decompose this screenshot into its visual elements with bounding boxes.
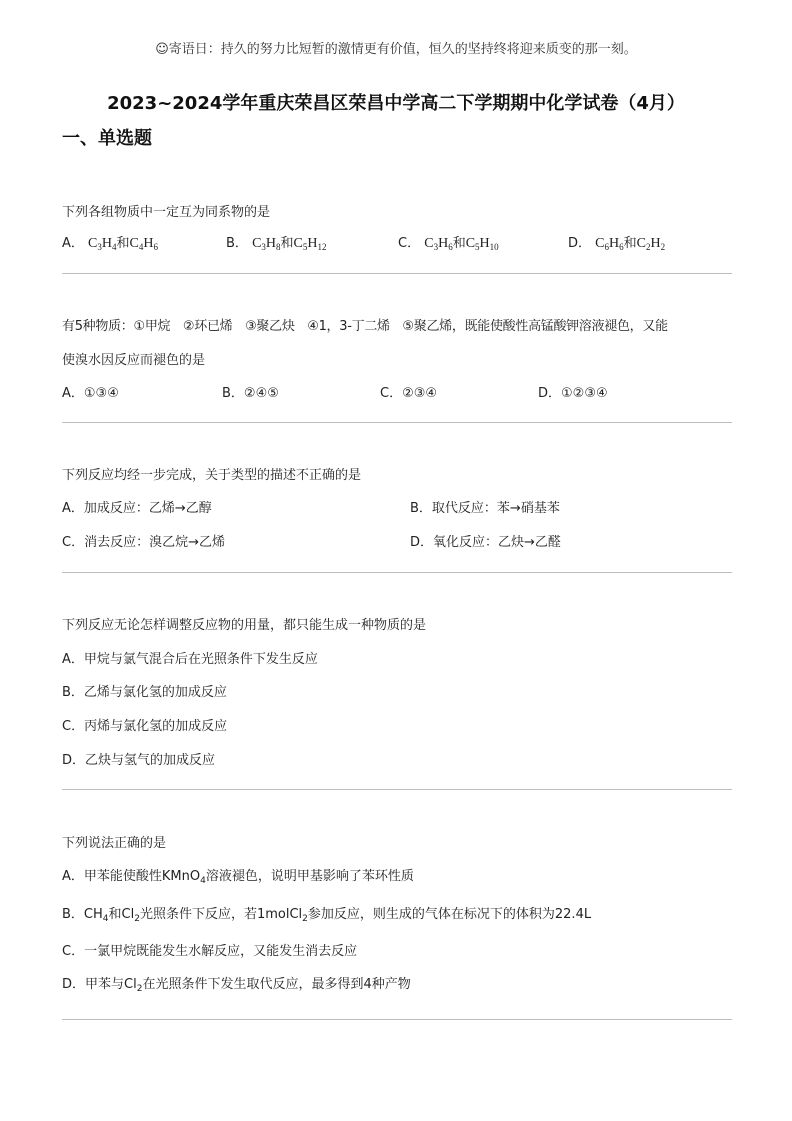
option-letter: D． <box>568 236 592 251</box>
question-divider <box>62 1019 732 1020</box>
question-3-stem: 下列反应均经一步完成，关于类型的描述不正确的是 <box>62 468 362 483</box>
option-letter: C． <box>398 236 421 251</box>
option-letter: C． <box>62 535 85 550</box>
question-5-stem: 下列说法正确的是 <box>62 836 167 851</box>
option-text: ①②③④ <box>561 386 608 401</box>
option-letter: C． <box>380 386 403 401</box>
question-divider <box>62 572 732 573</box>
question-divider <box>62 789 732 790</box>
question-2-stem <box>62 315 734 368</box>
option-text: 乙炔与氢气的加成反应 <box>85 753 216 768</box>
option-formula: $C_3H_6$ <box>424 236 453 252</box>
option-letter: B． <box>410 501 432 516</box>
question-3-option-d[interactable] <box>410 531 561 550</box>
question-2-option-b[interactable] <box>222 382 279 401</box>
option-text: 加成反应：乙烯→乙醇 <box>83 501 212 516</box>
option-text: 丙烯与氯化氢的加成反应 <box>84 719 228 734</box>
question-1-option-d[interactable]: D． $C_6H_6$和$C_2H_2$ <box>568 236 666 252</box>
option-letter: B． <box>222 386 244 401</box>
option-text: ②④⑤ <box>243 386 279 401</box>
option-letter: D． <box>410 535 434 550</box>
option-text: 氧化反应：乙炔→乙醛 <box>433 535 561 550</box>
option-letter: B． <box>62 685 84 700</box>
option-letter: A． <box>62 501 84 516</box>
question-1-option-b[interactable]: B． $C_3H_8$和$C_5H_{12}$ <box>226 236 327 252</box>
question-2-option-a[interactable] <box>62 382 119 401</box>
option-letter: A． <box>62 652 84 667</box>
exam-title: 2023~2024学年重庆荣昌区荣昌中学高二下学期期中化学试卷（4月） <box>107 93 685 114</box>
option-letter: B． <box>62 907 84 922</box>
question-3-option-a[interactable] <box>62 497 212 516</box>
question-3-option-b[interactable] <box>410 497 560 516</box>
question-1-stem: 下列各组物质中一定互为同系物的是 <box>62 205 271 220</box>
question-3-option-c[interactable] <box>62 531 225 550</box>
option-letter: B． <box>226 236 248 251</box>
question-5-option-b[interactable] <box>62 903 591 922</box>
question-2-option-c[interactable] <box>380 382 437 401</box>
question-5-option-c[interactable] <box>62 940 357 959</box>
question-divider <box>62 422 732 423</box>
question-4-option-d[interactable] <box>62 749 215 768</box>
option-formula: $C_6H_6$ <box>595 236 624 252</box>
section-heading: 一、单选题 <box>62 128 152 149</box>
question-4-option-a[interactable] <box>62 648 318 667</box>
option-letter: D． <box>538 386 562 401</box>
question-4-option-b[interactable] <box>62 681 227 700</box>
option-letter: A． <box>62 386 84 401</box>
option-text: 甲苯与$Cl_2$在光照条件下发生取代反应，最多得到4种产物 <box>85 977 411 994</box>
option-letter: C． <box>62 944 85 959</box>
option-text: 消去反应：溴乙烷→乙烯 <box>84 535 225 550</box>
option-text: 乙烯与氯化氢的加成反应 <box>83 685 227 700</box>
option-text: $CH_4$和$Cl_2$光照条件下反应，若1molCl$_2$参加反应，则生成的气体在标况下的体积为22.4L <box>83 907 592 924</box>
option-text: 取代反应：苯→硝基苯 <box>431 501 560 516</box>
option-text: 甲烷与氯气混合后在光照条件下发生反应 <box>83 652 318 667</box>
question-1-option-a[interactable]: A． $C_3H_4$和$C_4H_6$ <box>62 236 158 252</box>
question-5-option-a[interactable] <box>62 865 414 884</box>
option-text: ①③④ <box>83 386 119 401</box>
question-2-stem-line-1: 有5种物质：①甲烷 ②环已烯 ③聚乙炔 ④1，3-丁二烯 ⑤聚乙烯，既能使酸性高锰酸钾溶液褪色，又能 <box>62 319 668 334</box>
option-letter: D． <box>62 977 86 992</box>
question-2-option-d[interactable] <box>538 382 608 401</box>
option-text: ②③④ <box>402 386 438 401</box>
question-4-stem: 下列反应无论怎样调整反应物的用量，都只能生成一种物质的是 <box>62 618 427 633</box>
question-5-option-d[interactable] <box>62 973 411 992</box>
question-2-stem-line-2: 使溴水因反应而褪色的是 <box>62 353 206 368</box>
question-4-option-c[interactable] <box>62 715 227 734</box>
question-divider <box>62 273 732 274</box>
option-letter: A． <box>62 236 84 251</box>
option-text: 甲苯能使酸性KMnO$_4$溶液褪色，说明甲基影响了苯环性质 <box>83 869 414 886</box>
option-formula: $C_3H_4$ <box>88 236 117 252</box>
motto-line: ☺寄语日：持久的努力比短暂的激情更有价值，恒久的坚持终将迎来质变的那一刻。 <box>155 42 637 57</box>
question-1-option-c[interactable]: C． $C_3H_6$和$C_5H_{10}$ <box>398 236 499 252</box>
option-letter: C． <box>62 719 85 734</box>
option-formula: $C_3H_8$ <box>252 236 281 252</box>
option-text: 一氯甲烷既能发生水解反应，又能发生消去反应 <box>84 944 358 959</box>
option-letter: A． <box>62 869 84 884</box>
option-letter: D． <box>62 753 86 768</box>
